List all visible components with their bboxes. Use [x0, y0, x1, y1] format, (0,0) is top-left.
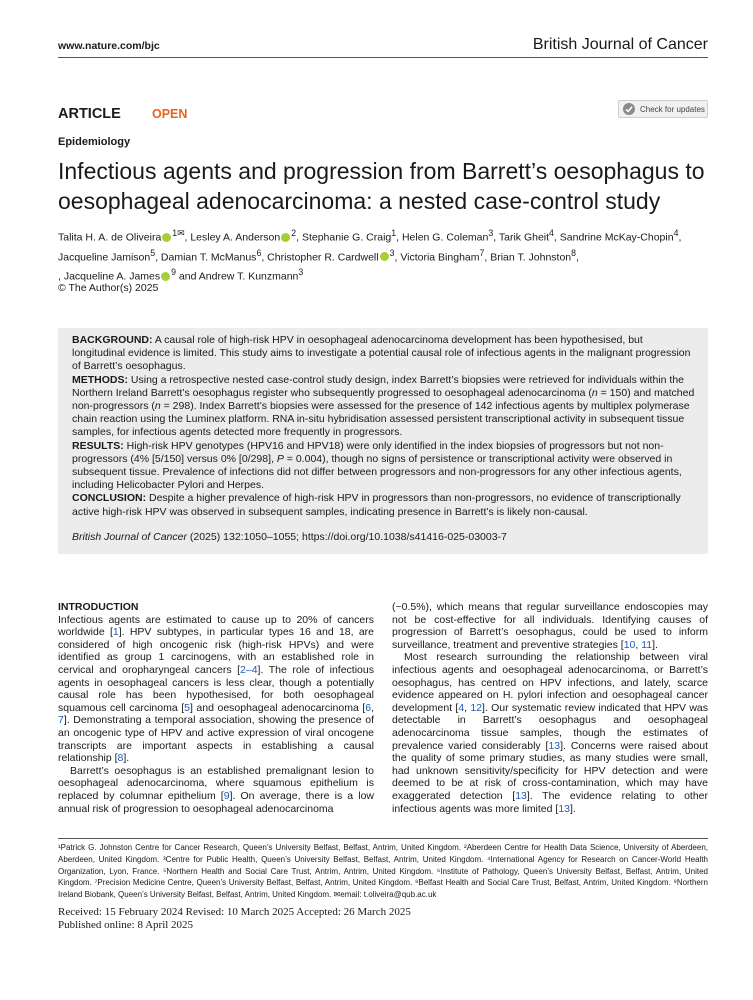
reference-link[interactable]: 1 — [112, 626, 119, 639]
citation-line — [72, 531, 695, 543]
abstract-sentence: = 150) and matched non-progressors ( — [72, 386, 695, 413]
author-affiliation-mark: 8 — [571, 247, 577, 258]
abstract-sentence: A causal role of high-risk HPV in oesophageal adenocarcinoma development has been hypothesised, but longitudinal evidence is limited. This study aims to investigate a potential causal role of infectious agents in the malignant progression of Barrett’s oesophagus. — [72, 334, 691, 373]
author-affiliation-mark: 3 — [488, 228, 494, 238]
publication-dates — [58, 906, 411, 932]
author-affiliation-mark: 3 — [298, 267, 304, 277]
author-affiliation-mark: 1 — [391, 228, 397, 238]
body-text: ]. — [123, 752, 130, 765]
site-url[interactable]: www.nature.com/bjc — [58, 40, 160, 52]
author-affiliation-mark: 3 — [389, 247, 395, 258]
body-text: ]. Our systematic review indicated that HPV was detectable in Barrett’s oesophagus and oesophageal adenocarcinoma tissue samples, though the estimates of prevalence varied considerably [ — [392, 701, 708, 752]
reference-link[interactable]: 13 — [515, 789, 527, 802]
reference-link[interactable]: 5 — [184, 701, 190, 714]
abstract-sentence: = 298). Index Barrett’s biopsies were assessed for the presence of 142 infectious agents by multiplex polymerase chain reaction using the Luminex platform. RNA in-situ hybridisation assessed persistent transcriptional activity in subsequent tissue samples, for infectious agents detected more frequently in progressors. — [72, 400, 690, 439]
body-text: , — [464, 701, 471, 714]
check-updates-label: Check for updates — [640, 104, 705, 114]
orcid-icon[interactable] — [162, 233, 171, 242]
body-text: ]. The role of infectious agents in oesophageal cancers is less clear, though a potentially causal role has been hypothesised, for both oesophageal squamous cell carcinoma [ — [58, 663, 374, 714]
body-text: Infectious agents are estimated to cause up to 20% of cancers worldwide [ — [58, 613, 374, 639]
check-updates-icon — [622, 102, 636, 116]
section-heading: INTRODUCTION — [58, 601, 139, 613]
reference-link[interactable]: 8 — [117, 752, 124, 765]
author-list: Talita H. A. de Oliveira $^{1✉}$, Lesley A. Anderson $^2$, Stephanie G. Craig$^1$, Helen G. Coleman$^3$, Tarik Gheit$^4$, Sandrine McKay-Chopin$^4$, Jacqueline Jamison$^5$, Damian T. McManus$^6$, Christopher R. Cardwell $^3$, Victoria Bingham$^7$, Brian T. Johnston$^8$, , Jacqueline A. James $^9$ and Andrew T. Kunzmann$^3$ — [58, 228, 682, 283]
author-name[interactable]: , Lesley A. Anderson — [184, 231, 281, 244]
citation-doi[interactable]: (2025) 132:1050–1055; https://doi.org/10.1038/s41416-025-03003-7 — [186, 531, 507, 543]
author-affiliation-mark: 5 — [150, 247, 156, 258]
orcid-icon[interactable] — [281, 233, 290, 242]
abstract-label: METHODS: — [72, 373, 128, 386]
body-paragraph — [392, 651, 708, 815]
orcid-icon[interactable] — [380, 252, 389, 261]
author-name[interactable]: , Brian T. Johnston — [484, 251, 572, 263]
author-affiliation-mark: 2 — [291, 228, 297, 238]
reference-link[interactable]: 4 — [458, 701, 465, 714]
affiliations-footnote: ¹Patrick G. Johnston Centre for Cancer Research, Queen’s University Belfast, Belfast, Antrim, United Kingdom. ²Aberdeen Centre for Health Data Science, University of Aberdeen, Aberdeen, United Kingdom. ³Centre for Public Health, Queen’s University Belfast, Belfast, Antrim, United Kingdom. ⁴International Agency for Research on Cancer-World Health Organization, Lyon, France. ⁵Northern Health and Social Care Trust, Antrim, Antrim, United Kingdom. ⁶Institute of Pathology, Queen’s University Belfast, Belfast, Antrim, United Kingdom. ⁷Precision Medicine Centre, Queen’s University Belfast, Belfast, Antrim, United Kingdom. ⁸Belfast Health and Social Care Trust, Belfast, Antrim, United Kingdom. ⁹Northern Ireland Biobank, Queen’s University Belfast, Belfast, Antrim, United Kingdom. ✉email: t.oliveira@qub.ac.uk — [58, 843, 708, 900]
body-paragraph — [58, 614, 374, 765]
italic-symbol: P — [276, 452, 284, 465]
body-text: , — [635, 638, 642, 651]
author-affiliation-mark: 1✉ — [172, 228, 185, 238]
author-name[interactable]: , Sandrine McKay-Chopin — [553, 231, 674, 244]
italic-symbol: n — [591, 386, 598, 399]
body-paragraph — [58, 765, 374, 815]
journal-name: British Journal of Cancer — [532, 36, 708, 53]
abstract-results — [72, 440, 695, 493]
article-title: Infectious agents and progression from Barrett’s oesophagus to oesophageal adenocarcinoma: a nested case-control study — [58, 158, 705, 214]
body-text: Barrett’s oesophagus is an established premalignant lesion to oesophageal adenocarcinoma, where squamous epithelium is replaced by columnar epithelium [ — [58, 764, 374, 802]
abstract-label: BACKGROUND: — [72, 334, 153, 346]
citation-journal: British Journal of Cancer — [72, 531, 187, 543]
body-text: Most research surrounding the relationship between viral infectious agents and oesophageal adenocarcinoma, or Barrett’s oesophagus, has centred on HPV infections, and lately, scarce evidence appeared on H. pylori infection and oesophageal cancer development [ — [392, 651, 708, 714]
body-text: ] and oesophageal adenocarcinoma [ — [189, 701, 366, 714]
body-text: ]. Demonstrating a temporal association, showing the presence of an oncogenic type of HPV and active expression of viral oncogene transcripts are important aspects in establishing a causal relationship [ — [58, 714, 374, 765]
reference-link[interactable]: 7 — [58, 714, 64, 727]
body-text: , — [371, 701, 374, 714]
body-text: ]. — [652, 638, 658, 651]
body-column-right — [392, 601, 708, 815]
reference-link[interactable]: 10 — [623, 638, 636, 651]
received-revised-accepted: Received: 15 February 2024 Revised: 10 March 2025 Accepted: 26 March 2025 — [58, 906, 411, 918]
abstract-conclusion — [72, 492, 695, 518]
author-affiliation-mark: 6 — [256, 247, 262, 258]
abstract-sentence: Despite a higher prevalence of high-risk HPV in progressors than non-progressors, no evidence of transcriptionally active high-risk HPV was observed in subsequent samples, indicating presence in Barrett’s is likely non-causal. — [72, 492, 681, 518]
abstract-sentence: High-risk HPV genotypes (HPV16 and HPV18) were only identified in the index biopsies of progressors but not non-progressors (4% [5/150] versus 0% [0/298], — [72, 439, 664, 465]
author-name[interactable]: , Tarik Gheit — [493, 231, 550, 244]
open-access-label: OPEN — [152, 107, 188, 121]
author-name[interactable]: , Stephanie G. Craig — [296, 231, 392, 244]
author-name[interactable]: , Damian T. McManus — [155, 251, 257, 263]
section-label: Epidemiology — [58, 136, 131, 148]
orcid-icon[interactable] — [161, 272, 170, 281]
author-affiliation-mark: 4 — [549, 228, 554, 238]
author-affiliation-mark: 4 — [673, 228, 679, 238]
reference-link[interactable]: 9 — [223, 789, 230, 802]
abstract-label: CONCLUSION: — [72, 492, 147, 505]
body-text: ]. Concerns were raised about the quality of some primary studies, as many studies were small, had unknown sensitivity/specificity for HPV detection and were deemed to be at risk of cross-contamination, which may have exaggerated detection [ — [392, 739, 708, 802]
reference-link[interactable]: 6 — [365, 701, 372, 714]
footnote-divider — [58, 838, 708, 839]
abstract-background — [72, 334, 695, 374]
check-for-updates-button[interactable] — [618, 100, 708, 118]
published-online: Published online: 8 April 2025 — [58, 919, 194, 931]
author-name[interactable]: , Victoria Bingham — [394, 251, 480, 263]
reference-link[interactable]: 12 — [470, 701, 483, 714]
reference-link[interactable]: 2–4 — [240, 663, 258, 676]
article-type-label: ARTICLE — [58, 106, 121, 122]
author-name[interactable]: , Jacqueline Jamison — [58, 231, 682, 263]
body-text: ]. The evidence relating to other infectious agents was more limited [ — [392, 789, 708, 815]
author-name[interactable]: , Jacqueline A. James — [58, 270, 161, 283]
body-paragraph — [392, 601, 708, 651]
author-name[interactable]: Talita H. A. de Oliveira — [58, 231, 162, 244]
author-affiliation-mark: 9 — [171, 267, 177, 277]
abstract-sentence: = 0.004), though no signs of persistence or transcriptional activity were observed in subsequent tissue. Prevalence of infections did not differ between progressors and non-progressors for any other infectious agents, including Helicobacter Pylori and Herpes. — [72, 452, 682, 492]
author-affiliation-mark: 7 — [479, 247, 485, 258]
italic-symbol: n — [154, 400, 161, 413]
author-name[interactable]: , Helen G. Coleman — [396, 231, 489, 244]
body-text: ]. On average, there is a low annual risk of progression to oesophageal adenocarcinoma — [58, 789, 374, 815]
reference-link[interactable]: 13 — [548, 739, 561, 752]
body-text: ]. — [570, 802, 576, 815]
body-text: (~0.5%), which means that regular surveillance endoscopies may not be cost-effective for all individuals. Identifying causes of progression of Barrett’s oesophagus, could be used to inform surveillance, treatment and preventive strategies [ — [392, 601, 708, 651]
copyright-notice: © The Author(s) 2025 — [58, 282, 159, 294]
abstract-sentence: Using a retrospective nested case-control study design, index Barrett’s biopsies were retrieved for individuals within the Northern Ireland Barrett’s oesophagus register who subsequently progressed to oesophageal adenocarcinoma ( — [72, 373, 685, 399]
reference-link[interactable]: 11 — [641, 638, 653, 651]
body-text: ]. HPV subtypes, in particular types 16 and 18, are considered of high oncogenic risk (high-risk HPVs) and were identified as group 1 carcinogens, with an established role in cervical and oropharyngeal cancers [ — [58, 626, 375, 676]
author-name[interactable]: and Andrew T. Kunzmann — [176, 270, 299, 283]
body-column-left — [58, 601, 374, 815]
reference-link[interactable]: 13 — [558, 802, 571, 815]
abstract-label: RESULTS: — [72, 439, 124, 452]
abstract-methods — [72, 374, 695, 440]
abstract-text — [72, 334, 695, 519]
header-divider — [58, 57, 708, 58]
author-name[interactable]: , Christopher R. Cardwell — [261, 251, 379, 263]
